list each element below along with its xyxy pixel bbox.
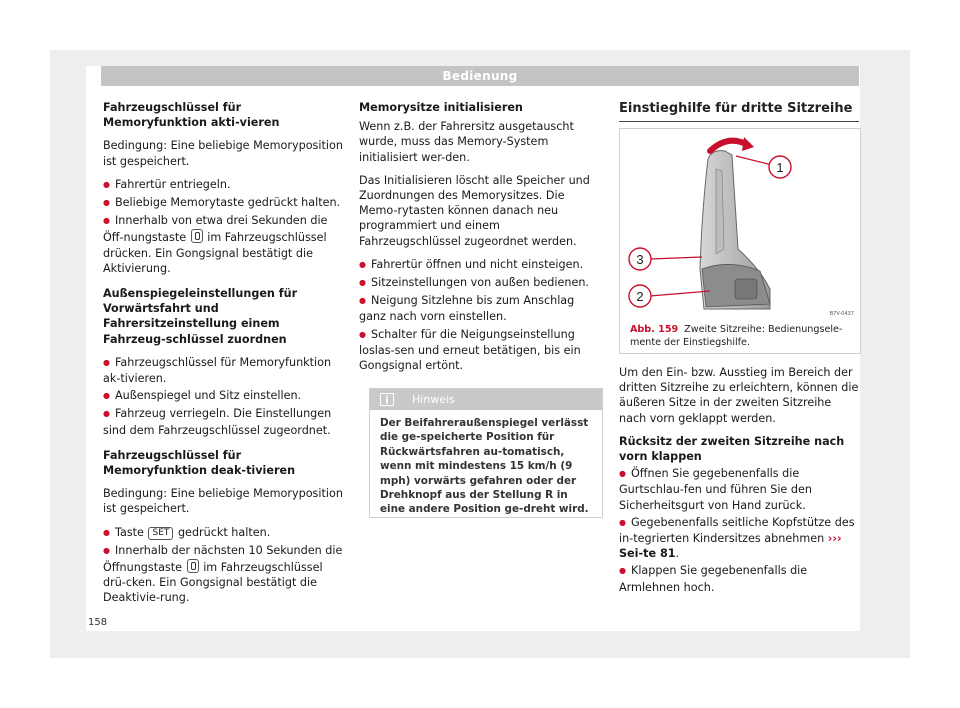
list-item: ● Öffnen Sie gegebenenfalls die Gurtschlau-fen und führen Sie den Sicherheitsgurt von Hand zurück.: [619, 466, 860, 513]
column-middle: [359, 100, 601, 375]
note-text: Der Beifahreraußenspiegel verlässt die ge-speicherte Position für Rückwärtsfahren au-tomatisch, wenn mit mindestens 15 km/h (9 mph) vorwärts gefahren oder der Drehknopf aus der Stellung R in eine andere Position ge-dreht wird.: [380, 417, 589, 516]
list-item-text: .: [675, 547, 680, 561]
condition-text: Bedingung: Eine beliebige Memoryposition ist gespeichert.: [103, 139, 343, 168]
list-item: [103, 543, 345, 606]
list-item: ● Außenspiegel und Sitz einstellen.: [103, 388, 345, 404]
list-item-text: gedrückt halten.: [177, 525, 271, 539]
list-item: [103, 213, 345, 276]
list-item: ● Fahrertür entriegeln.: [103, 177, 345, 193]
seat-illustration: [620, 129, 860, 319]
section-header: Bedienung: [101, 66, 859, 86]
column-left: [103, 100, 345, 608]
caption-text: Zweite Sitzreihe: Bedienungsele-mente der Einstiegshilfe.: [630, 324, 843, 348]
list-item-text: Innerhalb von etwa drei Sekunden die Öff-nungstaste: [103, 214, 328, 245]
list-item: ● Fahrertür öffnen und nicht einsteigen.: [359, 257, 601, 273]
list-item: ● Schalter für die Neigungseinstellung loslas-sen und erneut betätigen, bis ein Gongsignal ertönt.: [359, 327, 601, 374]
figure: [619, 128, 861, 354]
info-icon: [380, 392, 394, 405]
heading-initialize: Memorysitze initialisieren: [359, 101, 523, 114]
list-item-text: Innerhalb der nächsten 10 Sekunden die Öffnungstaste: [103, 543, 343, 575]
page-reference-link[interactable]: Sei-te 81: [619, 547, 676, 561]
paragraph: Um den Ein- bzw. Ausstieg im Bereich der dritten Sitzreihe zu erleichtern, können die äußeren Sitze in der zweiten Sitzreihe nach vorn geklappt werden.: [619, 366, 859, 425]
paragraph: Das Initialisieren löscht alle Speicher und Zuordnungen des Memorysitzes. Die Memo-rytasten können danach neu programmiert und einem Fahrzeugschlüssel zugeordnet werden.: [359, 173, 590, 248]
set-key-symbol: SET: [148, 527, 173, 540]
figure-caption: [630, 324, 852, 350]
list-item-text: im Fahrzeugschlüssel drü-cken. Ein Gongsignal bestätigt die Deaktivie-rung.: [103, 561, 323, 605]
list-item: ● Neigung Sitzlehne bis zum Anschlag ganz nach vorn einstellen.: [359, 293, 601, 324]
page-number: 158: [88, 617, 108, 628]
heading-assign-settings: Außenspiegeleinstellungen für Vorwärtsfahrt und Fahrersitzeinstellung einem Fahrzeug-schlüssel zuordnen: [103, 287, 298, 346]
condition-text: Bedingung: Eine beliebige Memoryposition ist gespeichert.: [103, 487, 343, 516]
callout-label-2: 2: [636, 289, 644, 304]
key-unlock-icon: [187, 559, 199, 573]
figure-code: B7V-0437: [829, 311, 854, 317]
list-item: ● Sitzeinstellungen von außen bedienen.: [359, 275, 601, 291]
list-item: [619, 515, 860, 562]
heading-activate-key: Fahrzeugschlüssel für Memoryfunktion akti-vieren: [103, 101, 280, 130]
column-right-body: [619, 365, 860, 597]
list-item: ● Klappen Sie gegebenenfalls die Armlehnen hoch.: [619, 563, 860, 594]
section-title: Einstieghilfe für dritte Sitzreihe: [619, 101, 853, 116]
note-title: Hinweis: [412, 393, 455, 406]
list-item-text: Taste: [114, 525, 144, 539]
note-header: [370, 389, 602, 410]
list-item: ● Fahrzeug verriegeln. Die Einstellungen sind dem Fahrzeugschlüssel zugeordnet.: [103, 406, 345, 437]
paragraph: Wenn z.B. der Fahrersitz ausgetauscht wurde, muss das Memory-System initialisiert wer-den.: [359, 120, 574, 164]
section-divider: [619, 121, 859, 122]
list-item: [103, 525, 345, 541]
key-unlock-icon: [191, 229, 203, 243]
callout-label-3: 3: [636, 252, 644, 267]
cross-ref-arrow: ›››: [827, 532, 842, 546]
callout-label-1: 1: [776, 160, 784, 175]
figure-number: Abb. 159: [630, 324, 679, 335]
list-item-text: Gegebenenfalls seitliche Kopfstütze des in-tegrierten Kindersitzes abnehmen: [619, 515, 855, 546]
list-item: ● Fahrzeugschlüssel für Memoryfunktion ak-tivieren.: [103, 355, 345, 386]
note-box: [369, 388, 603, 518]
heading-fold-seat: Rücksitz der zweiten Sitzreihe nach vorn klappen: [619, 434, 845, 464]
list-item-text: im Fahrzeugschlüssel drücken. Ein Gongsignal bestätigt die Aktivierung.: [103, 231, 327, 275]
heading-deactivate-key: Fahrzeugschlüssel für Memoryfunktion deak-tivieren: [103, 448, 296, 478]
list-item: ● Beliebige Memorytaste gedrückt halten.: [103, 195, 345, 211]
